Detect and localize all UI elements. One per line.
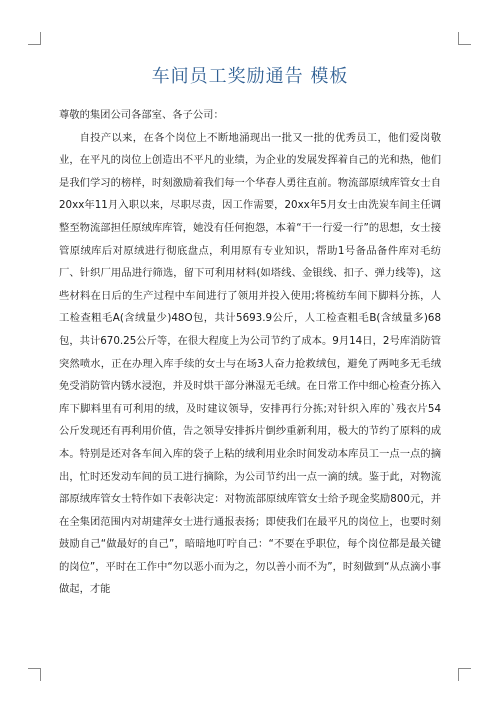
crop-mark-bottom-left (28, 668, 41, 681)
document-content (59, 104, 441, 601)
crop-mark-bottom-right (458, 668, 471, 681)
crop-mark-top-right (458, 32, 471, 45)
salutation: 尊敬的集团公司各部室、各子公司： (59, 109, 224, 121)
crop-mark-top-left (28, 32, 41, 45)
body-paragraph: 自投产以来，在各个岗位上不断地涌现出一批又一批的优秀员工，他们爱岗敬业，在平凡的岗位上创造出不平凡的业绩，为企业的发展发挥着自己的光和热，他们是我们学习的榜样，时刻激励着我们每一个华春人勇往直前。物流部原绒库管女士自20xx年11月入职以来，尽职尽责，因工作需要，20xx年5月女士由洗炭车间主任调整至物流部担任原绒库库管，她没有任何抱怨，本着“干一行爱一行”的思想，女士接管原绒库后对原绒进行彻底盘点，利用原有专业知识，帮助1号备品备件库对毛纺厂、针织厂用品进行筛选，留下可利用材料(如塔线、金银线、扣子、弹力线等)，这些材料在日后的生产过程中车间进行了领用并投入使用;将梳纺车间下脚料分拣，人工检查粗毛A(含绒量少)48O包，共计5693.9公斤，人工检查粗毛B(含绒量多)68包，共计670.25公斤等，在很大程度上为公司节约了成本。9月14日，2号库消防管突然喷水，正在办理入库手续的女士与在场3人奋力抢救绒包，避免了两吨多无毛绒免受消防管内锈水浸泡，并及时烘干部分淋湿无毛绒。在日常工作中细心检查分拣入库下脚料里有可利用的绒，及时建议领导，安排再行分拣;对针织入库的`残衣片54公斤发现还有再利用价值，告之领导安排拆片倒纱重新利用，极大的节约了原料的成本。特别是还对各车间入库的袋子上粘的绒利用业余时间发动本库员工一点一点的摘出，忙时还发动车间的员工进行摘除，为公司节约出一点一滴的绒。鉴于此，对物流部原绒库管女士特作如下表彰决定：对物流部原绒库管女士给予现金奖励800元，并在全集团范围内对胡建萍女士进行通报表扬；即使我们在最平凡的岗位上，也要时刻鼓励自己“做最好的自己”，暗暗地叮咛自己：“不要在乎职位，每个岗位都是最关键的岗位”，平时在工作中“勿以恶小而为之，勿以善小而不为”，时刻做到“从点滴小事做起，才能 (59, 131, 441, 596)
document-title: 车间员工奖励通告 模板 (151, 66, 349, 87)
